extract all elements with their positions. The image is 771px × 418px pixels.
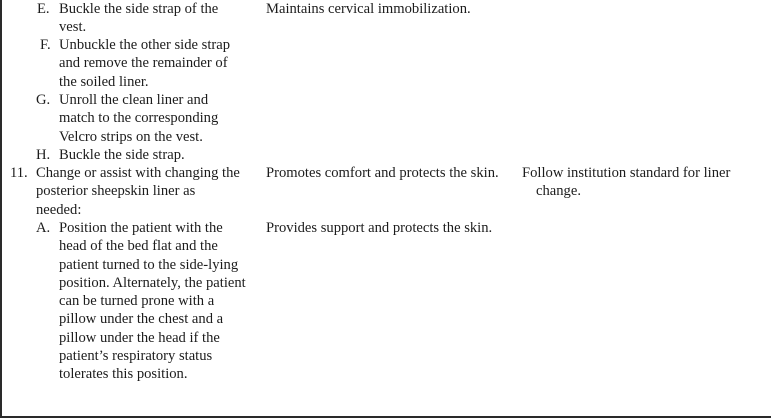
left-border-rule — [0, 0, 2, 418]
substep-g-action: Unroll the clean liner and match to the corresponding Velcro strips on the vest. — [59, 92, 219, 145]
substep-e-rationale: Maintains cervical immobilization. — [266, 1, 471, 17]
substep-g-marker: G. — [36, 92, 51, 108]
substep-a-rationale: Provides support and protects the skin. — [266, 220, 493, 236]
step-11-note: Follow institution standard for liner change. — [522, 165, 731, 200]
substep-a-action: Position the patient with the head of the bed flat and the patient turned to the side-lying position. Alternately, the patient can be turned prone with a pillow under the chest and a pillow under the head if the patient’s respiratory status tolerates this position. — [59, 220, 246, 383]
step-11-rationale: Promotes comfort and protects the skin. — [266, 165, 499, 181]
substep-h-action: Buckle the side strap. — [59, 147, 185, 163]
substep-a-marker: A. — [36, 220, 51, 236]
substep-f-marker: F. — [40, 37, 51, 53]
step-11-action: Change or assist with changing the posterior sheepskin liner as needed: — [36, 165, 240, 218]
substep-e-marker: E. — [37, 1, 50, 17]
step-11-marker: 11. — [10, 165, 28, 181]
substep-h-marker: H. — [36, 147, 51, 163]
substep-e-action: Buckle the side strap of the vest. — [59, 1, 219, 36]
substep-f-action: Unbuckle the other side strap and remove the remainder of the soiled liner. — [59, 37, 231, 90]
